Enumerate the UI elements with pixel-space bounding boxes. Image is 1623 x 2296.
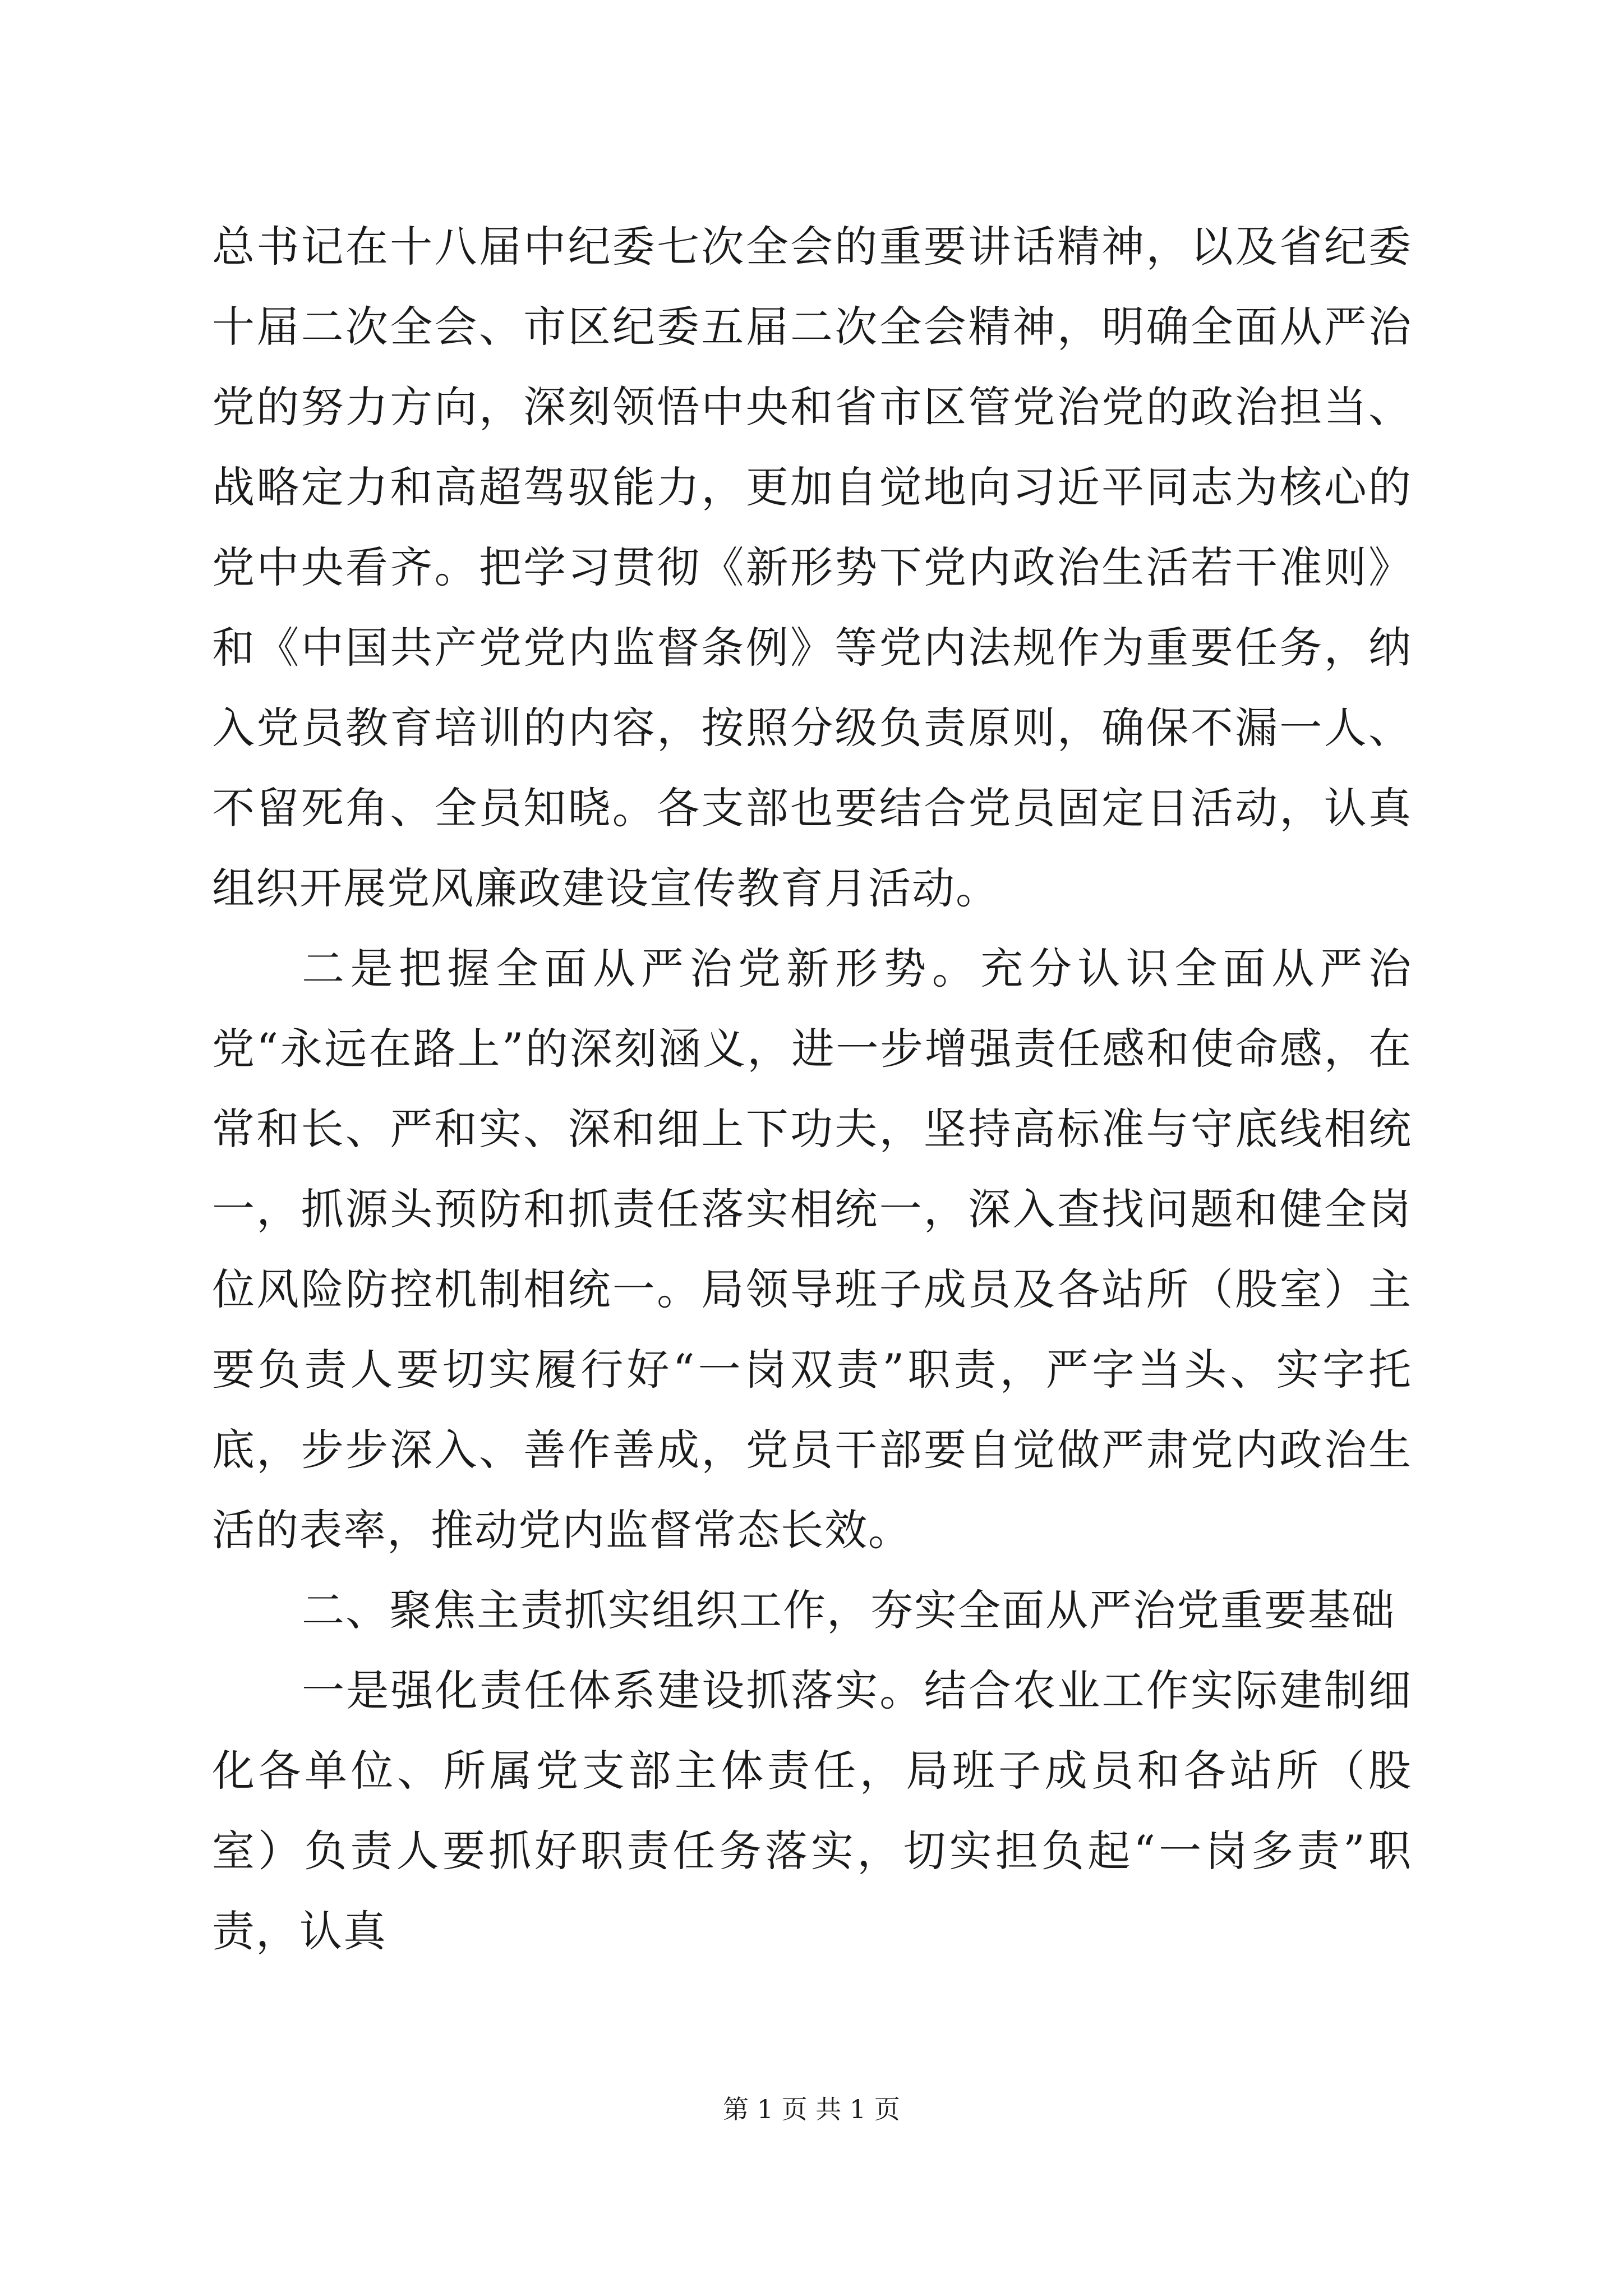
paragraph-point-two: 二是把握全面从严治党新形势。充分认识全面从严治党“永远在路上”的深刻涵义，进一步增强责任感和使命感，在常和长、严和实、深和细上下功夫，坚持高标准与守底线相统一，抓源头预防和抓责任落实相统一，深入查找问题和健全岗位风险防控机制相统一。局领导班子成员及各站所（股室）主要负责人要切实履行好“一岗双责”职责，严字当头、实字托底，步步深入、善作善成，党员干部要自觉做严肃党内政治生活的表率，推动党内监督常态长效。 bbox=[212, 944, 1412, 1555]
paragraph-point-one: 一是强化责任体系建设抓落实。结合农业工作实际建制细化各单位、所属党支部主体责任，局班子成员和各站所（股室）负责人要抓好职责任务落实，切实担负起“一岗多责”职责，认真 bbox=[212, 1665, 1412, 1956]
page-number-footer: 第 1 页 共 1 页 bbox=[723, 2094, 900, 2124]
section-heading: 二、聚焦主责抓实组织工作，夯实全面从严治党重要基础 bbox=[302, 1585, 1395, 1635]
document-body bbox=[212, 206, 1412, 1971]
paragraph-continuation: 总书记在十八届中纪委七次全会的重要讲话精神，以及省纪委十届二次全会、市区纪委五届二次全会精神，明确全面从严治党的努力方向，深刻领悟中央和省市区管党治党的政治担当、战略定力和高超驾驭能力，更加自觉地向习近平同志为核心的党中央看齐。把学习贯彻《新形势下党内政治生活若干准则》和《中国共产党党内监督条例》等党内法规作为重要任务，纳入党员教育培训的内容，按照分级负责原则，确保不漏一人、不留死角、全员知晓。各支部也要结合党员固定日活动，认真组织开展党风廉政建设宣传教育月活动。 bbox=[212, 222, 1412, 913]
